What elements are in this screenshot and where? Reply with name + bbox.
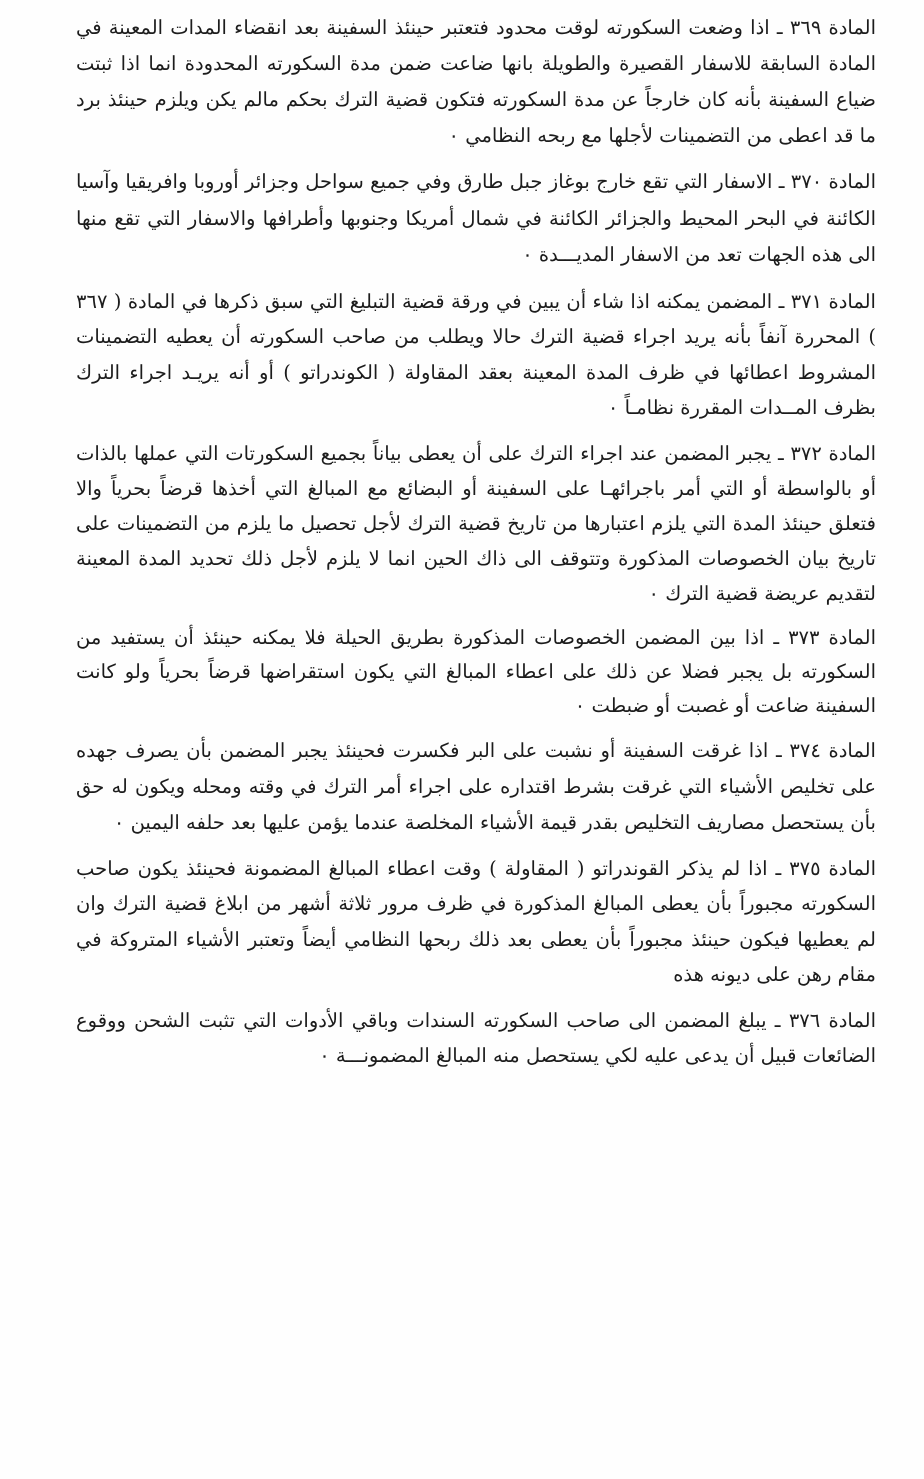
article-370 [76, 164, 876, 274]
article-369 [76, 10, 876, 154]
article-373-text: المادة ٣٧٣ ـ اذا بين المضمن الخصوصات المذكورة بطريق الحيلة فلا يمكنه حينئذ أن يستفيد من السكورته بل يجبر فضلا عن ذلك على اعطاء المبالغ التي يكون استقراضها قرضاً بحرياً ولو كانت السفينة ضاعت أو غصبت أو ضبطت ٠ [76, 625, 876, 717]
article-374-text: المادة ٣٧٤ ـ اذا غرقت السفينة أو نشبت على البر فكسرت فحينئذ يجبر المضمن بأن يصرف جهده على تخليص الأشياء التي غرقت بشرط اقتداره على اجراء أمر الترك في وقته ومحله ويكون له حق بأن يستحصل مصاريف التخليص بقدر قيمة الأشياء المخلصة عندما يؤمن عليها بعد حلفه اليمين ٠ [76, 738, 876, 834]
articles-text [76, 10, 876, 1084]
article-375 [76, 851, 876, 993]
article-375-text: المادة ٣٧٥ ـ اذا لم يذكر القوندراتو ( المقاولة ) وقت اعطاء المبالغ المضمونة فحينئذ يكون صاحب السكورته مجبوراً بأن يعطى المبالغ المذكورة في ظرف مرور ثلاثة أشهر من ابلاغ قضية الترك وان لم يعطيها فيكون حينئذ مجبوراً بأن يعطى بعد ذلك ربحها النظامي أيضاً وتعتبر الأشياء المتروكة في مقام رهن على ديونه هذه [76, 856, 876, 986]
article-376-text: المادة ٣٧٦ ـ يبلغ المضمن الى صاحب السكورته السندات وباقي الأدوات التي تثبت الشحن ووقوع الضائعات قبيل أن يدعى عليه لكي يستحصل منه المبالغ المضمونـــة ٠ [76, 1008, 876, 1067]
article-371-text: المادة ٣٧١ ـ المضمن يمكنه اذا شاء أن يبين في ورقة قضية التبليغ التي سبق ذكرها في المادة ( ٣٦٧ ) المحررة آنفاً بأنه يريد اجراء قضية الترك حالا ويطلب من صاحب السكورته أن يعطيه التضمينات المشروط اعطائها في ظرف المدة المعينة بعقد المقاولة ( الكوندراتو ) أو أنه يريـد اجراء الترك بظرف المــدات المقررة نظامـاً ٠ [76, 289, 876, 419]
article-369-text: المادة ٣٦٩ ـ اذا وضعت السكورته لوقت محدود فتعتبر حينئذ السفينة بعد انقضاء المدات المعينة في المادة السابقة للاسفار القصيرة والطويلة بانها ضاعت ضمن مدة السكورته المحدودة انما اذا ثبتت ضياع السفينة بأنه كان خارجاً عن مدة السكورته فتكون قضية الترك بحكم مالم يكن ويلزم حينئذ برد ما قد اعطى من التضمينات لأجلها مع ربحه النظامي ٠ [76, 16, 876, 147]
article-370-text: المادة ٣٧٠ ـ الاسفار التي تقع خارج بوغاز جبل طارق وفي جميع سواحل وجزائر أوروبا وافريقيا وآسيا الكائنة في البحر المحيط والجزائر الكائنة في شمال أمريكا وجنوبها وأطرافها والاسفار التي تقع منها الى هذه الجهات تعد من الاسفار المديـــدة ٠ [76, 170, 876, 266]
article-372 [76, 436, 876, 611]
article-373 [76, 621, 876, 723]
article-371 [76, 284, 876, 426]
article-374 [76, 733, 876, 841]
article-376 [76, 1003, 876, 1074]
article-372-text: المادة ٣٧٢ ـ يجبر المضمن عند اجراء الترك على أن يعطى بياناً بجميع السكورتات التي عملها بالذات أو بالواسطة أو التي أمر باجرائهـا على السفينة أو البضائع مع المبالغ التي أخذها قرضاً بحرياً والا فتعلق حينئذ المدة التي يلزم اعتبارها من تاريخ قضية الترك لأجل تحصيل ما يلزم من التضمينات على تاريخ بيان الخصوصات المذكورة وتتوقف الى ذاك الحين انما لا يلزم لأجل ذلك تحديد المدة المعينة لتقديم عريضة قضية الترك ٠ [76, 441, 876, 605]
